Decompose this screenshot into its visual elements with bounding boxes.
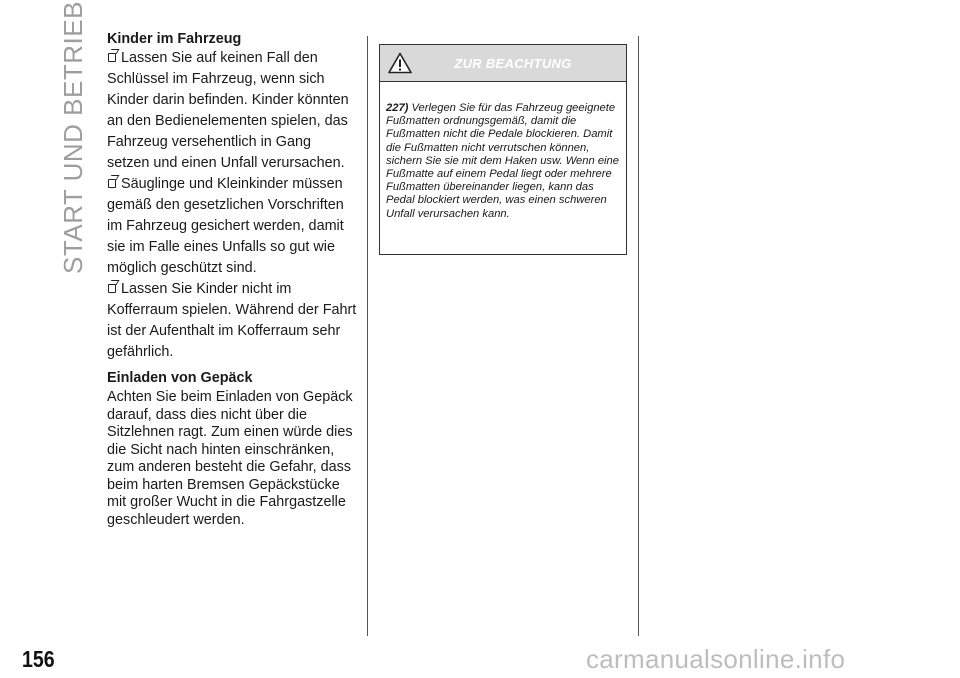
column-divider-right: [638, 36, 639, 636]
watermark: carmanualsonline.info: [586, 644, 846, 674]
page-number: 156: [22, 646, 55, 672]
section-side-title: [48, 1, 98, 274]
bullet-icon: [108, 53, 116, 62]
left-column: [107, 30, 357, 529]
bullet-item-2: [107, 174, 357, 279]
warning-triangle-icon: [388, 52, 412, 74]
luggage-paragraph: Achten Sie beim Einladen von Gepäck darauf, dass dies nicht über die Sitzlehnen ragt. Zum einen würde dies die Sicht nach hinten einschränken, zum anderen besteht die Gefahr, dass beim harten Bremsen Gepäckstücke mit großer Wucht in die Fahrgastzelle geschleudert werden.: [107, 389, 353, 528]
warning-text: Verlegen Sie für das Fahrzeug geeignete Fußmatten ordnungsgemäß, damit die Fußmatten nicht die Pedale blockieren. Damit die Fußmatten nicht verrutschen können, sichern Sie sie mit dem Haken usw. Wenn eine Fußmatte auf einem Pedal liegt oder mehrere Fußmatten übereinander liegen, kann das Pedal blockiert werden, was einen schweren Unfall verursachen kann.: [386, 102, 619, 220]
warning-header: [380, 45, 626, 82]
column-divider-left: [367, 36, 368, 636]
bullet-item-3: [107, 279, 357, 363]
children-heading: Kinder im Fahrzeug: [107, 31, 242, 47]
warning-body: [386, 102, 622, 221]
warning-title: ZUR BEACHTUNG: [454, 55, 572, 71]
warning-reference: 227): [386, 102, 409, 114]
bullet-icon: [108, 179, 116, 188]
bullet-text-1: Lassen Sie auf keinen Fall den Schlüssel im Fahrzeug, wenn sich Kinder darin befinden. Kinder könnten an den Bedienelementen spielen, das Fahrzeug versehentlich in Gang setzen und einen Unfall verursachen.: [107, 50, 349, 171]
bullet-item-1: [107, 48, 357, 174]
bullet-text-3: Lassen Sie Kinder nicht im Kofferraum spielen. Während der Fahrt ist der Aufenthalt im Kofferraum sehr gefährlich.: [107, 281, 357, 360]
side-title-text: START UND BETRIEB: [57, 1, 88, 274]
luggage-heading: Einladen von Gepäck: [107, 370, 253, 386]
bullet-text-2: Säuglinge und Kleinkinder müssen gemäß den gesetzlichen Vorschriften im Fahrzeug gesichert werden, damit sie im Falle eines Unfalls so gut wie möglich geschützt sind.: [107, 176, 344, 276]
warning-box: [379, 44, 627, 255]
bullet-icon: [108, 284, 116, 293]
